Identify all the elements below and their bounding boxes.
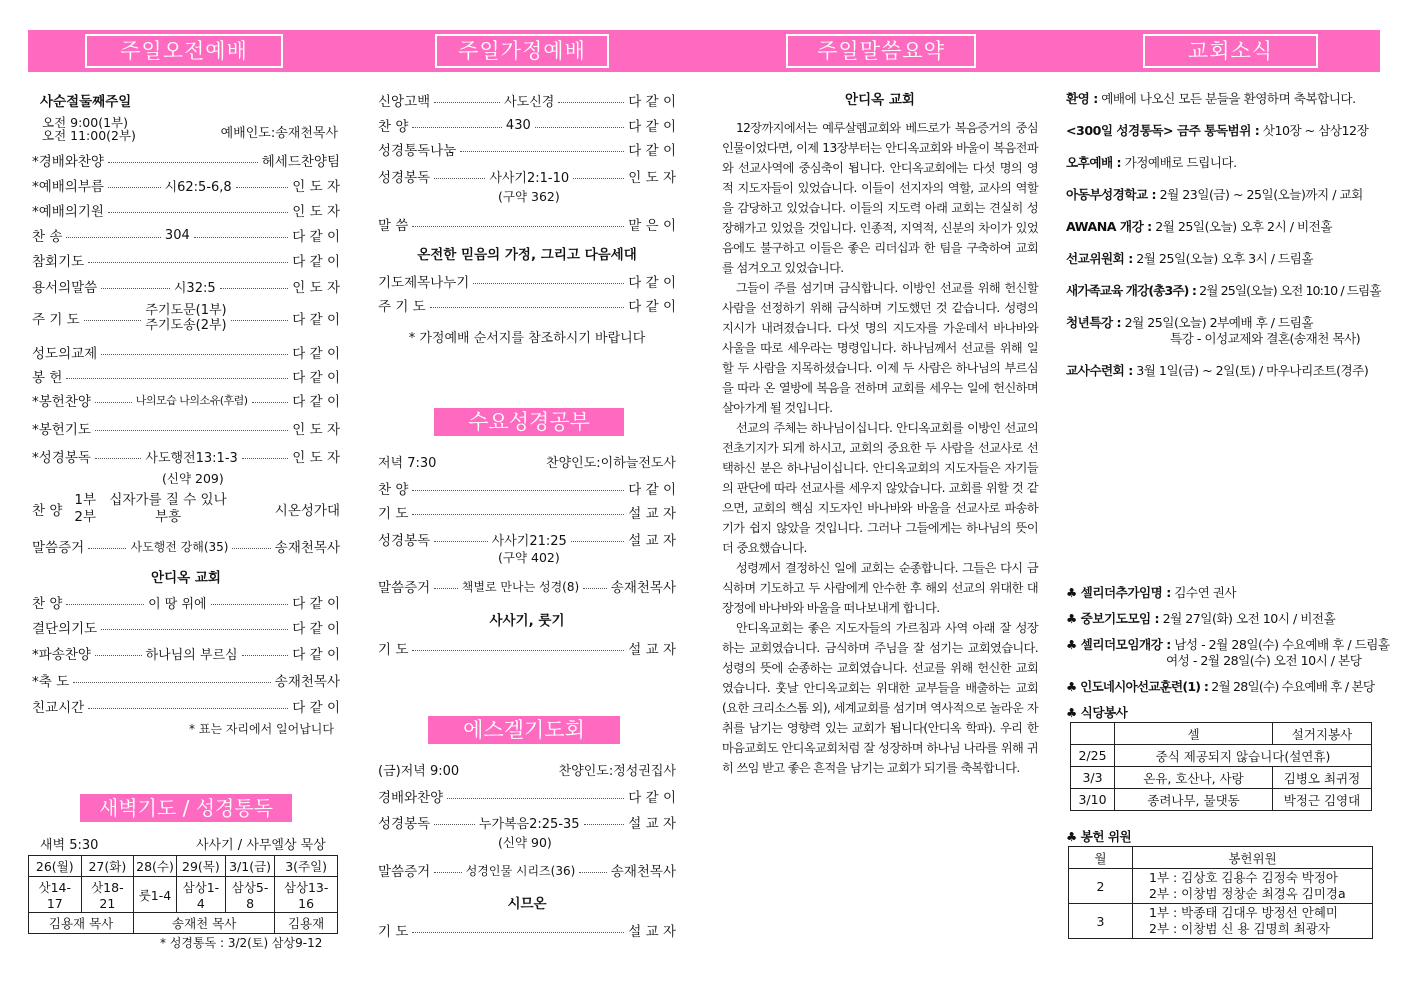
order-row [32, 390, 340, 410]
order-row [378, 812, 676, 832]
news-value: 예배에 나오신 모든 분들을 환영하며 축복합니다. [1097, 91, 1356, 106]
kitchen-title-text: ♣ 식당봉사 [1066, 705, 1128, 720]
order-row [32, 366, 340, 386]
order-value: 다 같 이 [628, 275, 676, 291]
sermon-paragraph: 안디옥교회는 좋은 지도자들의 가르침과 사역 아래 잘 성장하는 교회였습니다. 금식하며 주님을 잘 섬기는 교회였습니다. 성령의 뜻에 순종하는 교회였습니다. 선교를 위해 헌신한 교회였습니다. 훗날 안디옥교회는 위대한 교부들을 배출하는 교회(요한 크리소스톰 외), 세계교회를 섬기며 역사적으로 놀라운 자취를 남기는 영향력 있는 교회가 됩니다(안디옥 학파). 우리 한마음교회도 안디옥교회처럼 잘 성장하며 하나님 나라를 위해 귀히 쓰임 받고 좋은 흔적을 남기는 교회가 되기를 축복합니다. [722, 621, 1038, 775]
order-row [378, 529, 676, 549]
family-subtitle: 온전한 믿음의 가정, 그리고 다음세대 [417, 247, 637, 263]
wednesday-leader: 찬양인도:이하늘전도사 [546, 456, 676, 471]
news-value: 3월 1일(금) ~ 2일(토) / 마우나리조트(경주) [1132, 363, 1369, 378]
sermon-paragraph: 그들이 주를 섬기며 금식합니다. 이방인 선교를 위해 헌신할 사람을 선정하기 위해 금식하며 기도했던 것 같습니다. 성령의 지시가 내려졌습니다. 다섯 명의 지도자를 가운데서 바나바와 사울을 따로 세우라는 명령입니다. 하나님께서 선교를 위해 일할 두 사람을 지목하셨습니다. 이제 두 사람은 하나님의 부르심을 따라 온 열방에 복음을 전하며 교회를 세우는 일에 헌신하며 살아가게 될 것입니다. [722, 281, 1038, 415]
order-row [32, 592, 340, 612]
family-note: * 가정예배 순서지를 참조하시기 바랍니다 [408, 331, 646, 346]
table-cell: 3(주일) [275, 856, 338, 877]
news-value: 가정예배로 드립니다. [1121, 155, 1237, 170]
morning-note: * 표는 자리에서 일어납니다 [189, 722, 334, 736]
order-value: 송재천목사 [274, 674, 340, 690]
order-label: 결단의기도 [32, 621, 98, 637]
order-mid: 사사기2:1-10 [489, 170, 570, 186]
sermon-paragraph: 성령께서 결정하신 일에 교회는 순종합니다. 그들은 다시 금식하며 기도하고 두 사람에게 안수한 후 해외 선교의 위대한 대장정에 바나바와 바울을 떠나보내게 합니다. [722, 561, 1038, 615]
news-item [1066, 152, 1237, 171]
order-label: *축 도 [32, 674, 70, 690]
sermon-body [722, 118, 1038, 778]
order-mid: 사도행전13:1-3 [145, 450, 238, 466]
ezekiel-time: (금)저녁 9:00 [378, 764, 460, 779]
order-value: 송재천목사 [610, 864, 677, 880]
order-label: 성경통독나눔 [378, 143, 457, 159]
offering-line: 1부 : 박종태 김대우 방정선 안혜미 [1149, 905, 1339, 920]
order-row [32, 492, 340, 526]
cell-item [1066, 676, 1374, 695]
table-cell: 3/3 [1071, 767, 1115, 789]
cell-value: 2월 28일(수) 수요예배 후 / 본당 [1208, 679, 1375, 694]
order-mid: 사사기21:25 [491, 533, 567, 549]
order-label: 주 기 도 [32, 312, 80, 328]
dawn-text: 사사기 / 사무엘상 묵상 [196, 838, 326, 853]
order-value: 다 같 이 [628, 482, 676, 498]
order-value: 인 도 자 [292, 179, 340, 195]
order-label: *성경봉독 [32, 450, 91, 466]
order-label: 찬 양 [378, 119, 409, 135]
order-value: 다 같 이 [292, 229, 341, 245]
order-label: 기 도 [378, 924, 409, 940]
order-row [32, 302, 340, 334]
order-value: 다 같 이 [292, 346, 340, 362]
order-sub: (구약 362) [498, 189, 560, 204]
order-value: 송재천목사 [274, 540, 341, 556]
order-mid: 나의모습 나의소유(후렴) [135, 394, 248, 407]
order-label: *파송찬양 [32, 647, 91, 663]
table-cell: 중식 제공되지 않습니다(설연휴) [1115, 745, 1372, 767]
order-mid: 사도신경 [504, 94, 555, 110]
order-label: 주 기 도 [378, 299, 426, 315]
part-label: 1부 [74, 492, 97, 508]
news-key: AWANA 개강 : [1066, 219, 1152, 234]
order-row [32, 150, 340, 170]
table-cell: 월 [1069, 847, 1133, 869]
table-cell: 27(화) [81, 856, 134, 877]
news-key: 교사수련회 : [1066, 363, 1133, 378]
order-value: 설 교 자 [628, 642, 676, 658]
time-second: 오전 11:00(2부) [42, 128, 136, 143]
table-row [1069, 847, 1373, 869]
order-row [32, 276, 340, 296]
news-item-continued: 특강 - 이성교제와 결혼(송재천 목사) [1170, 331, 1361, 346]
morning-times [42, 116, 136, 142]
order-row [32, 696, 340, 716]
table-row [1069, 869, 1373, 904]
cell-value: 김수연 권사 [1170, 585, 1237, 600]
table-cell: 설거지봉사 [1273, 723, 1372, 745]
order-value: 인 도 자 [292, 280, 341, 296]
order-label: 성경봉독 [378, 816, 431, 832]
table-cell: 3/1(금) [225, 856, 274, 877]
ezekiel-leader: 찬양인도:정성권집사 [558, 764, 676, 779]
order-label: *경배와찬양 [32, 154, 104, 170]
order-row [32, 250, 340, 270]
order-sub: (신약 209) [162, 471, 224, 486]
offering-title [1066, 826, 1131, 845]
dawn-note: * 성경통독 : 3/2(토) 삼상9-12 [160, 936, 323, 950]
table-cell: 삼상5-8 [225, 877, 274, 913]
order-row [32, 418, 340, 438]
order-row [32, 200, 340, 220]
cell-key: ♣ 셀리더모임개강 : [1066, 637, 1171, 652]
order-value: 설 교 자 [628, 924, 676, 940]
order-label: 신앙고백 [378, 94, 431, 110]
order-row [378, 90, 676, 110]
order-value: 다 같 이 [292, 394, 341, 410]
news-key: <300일 성경통독> 금주 통독범위 : [1066, 123, 1260, 138]
order-value: 설 교 자 [628, 533, 676, 549]
dawn-time: 새벽 5:30 [40, 838, 99, 853]
order-value: 다 같 이 [628, 790, 676, 806]
order-value: 다 같 이 [292, 254, 340, 270]
ezekiel-column [378, 760, 676, 940]
hymn-name: 십자가를 질 수 있나 [109, 492, 227, 508]
table-cell: 29(목) [176, 856, 225, 877]
kitchen-table [1070, 722, 1372, 811]
ezekiel-title: 에스겔기도회 [426, 714, 622, 746]
order-value: 다 같 이 [292, 312, 340, 328]
news-key: 청년특강 : [1066, 315, 1122, 330]
news-value: 2월 25일(오늘) 2부예배 후 / 드림홀 [1121, 315, 1314, 330]
table-row [1071, 789, 1372, 811]
table-row [1071, 767, 1372, 789]
order-row [32, 670, 340, 690]
order-label: *예배의부름 [32, 179, 104, 195]
order-label: 성경봉독 [378, 170, 431, 186]
order-row [378, 214, 676, 234]
order-mid: 하나님의 부르심 [145, 647, 238, 663]
cell-key: ♣ 셀리더추가임명 : [1066, 585, 1171, 600]
order-label: 성도의교제 [32, 346, 98, 362]
order-row [378, 115, 676, 135]
table-cell [1133, 904, 1373, 939]
cell-value: 2월 27일(화) 오전 10시 / 비전홀 [1159, 611, 1336, 626]
order-mid: 시32:5 [173, 280, 216, 296]
order-label: 용서의말씀 [32, 280, 98, 296]
order-value: 다 같 이 [292, 647, 340, 663]
order-value: 다 같 이 [292, 370, 340, 386]
order-value: 시온성가대 [274, 503, 340, 519]
table-cell: 3/10 [1071, 789, 1115, 811]
order-row [32, 536, 340, 556]
offering-title-text: ♣ 봉헌 위원 [1066, 829, 1132, 844]
wednesday-subtitle: 사사기, 룻기 [489, 613, 565, 629]
table-cell: 2/25 [1071, 745, 1115, 767]
part-label: 2부 [74, 509, 97, 525]
order-row [32, 342, 340, 362]
order-sub: (구약 402) [498, 550, 560, 565]
order-label: *봉헌찬양 [32, 394, 91, 410]
news-key: 새가족교육 개강(총3주) : [1066, 283, 1197, 298]
order-value: 다 같 이 [292, 596, 340, 612]
order-label: 경배와찬양 [378, 790, 444, 806]
table-cell: 26(월) [29, 856, 82, 877]
time-first: 오전 9:00(1부) [42, 115, 128, 130]
table-cell: 셀 [1115, 723, 1273, 745]
table-cell: 봉헌위원 [1133, 847, 1373, 869]
order-row [378, 786, 676, 806]
cell-item [1066, 608, 1335, 627]
header-family-worship: 주일가정예배 [435, 34, 609, 68]
news-item [1066, 248, 1313, 267]
table-cell: 온유, 호산나, 사랑 [1115, 767, 1273, 789]
order-label: *봉헌기도 [32, 422, 91, 438]
news-item [1066, 88, 1356, 107]
ezekiel-subtitle: 시므온 [507, 896, 547, 912]
wednesday-time: 저녁 7:30 [378, 456, 437, 471]
news-value: 2월 25일(오늘) 오후 3시 / 드림홀 [1132, 251, 1314, 266]
morning-worship-column [32, 80, 340, 960]
morning-subtitle: 안디옥 교회 [151, 570, 221, 586]
table-cell: 삼상13-16 [275, 877, 338, 913]
order-value: 인 도 자 [628, 170, 677, 186]
table-cell: 송재천 목사 [134, 913, 275, 934]
order-mid: 시62:5-6,8 [164, 179, 232, 195]
sermon-title: 안디옥 교회 [845, 92, 915, 108]
news-value: 삿10장 ~ 삼상12장 [1259, 123, 1369, 138]
table-cell: 김용재 목사 [29, 913, 134, 934]
order-row [378, 139, 676, 159]
news-value: 2월 23일(금) ~ 25일(오늘)까지 / 교회 [1156, 187, 1363, 202]
order-label: 말 씀 [378, 218, 409, 234]
news-key: 환영 : [1066, 91, 1098, 106]
table-cell: 삿14-17 [29, 877, 82, 913]
cell-item [1066, 582, 1236, 601]
wednesday-column [378, 452, 676, 662]
morning-title: 사순절둘째주일 [40, 94, 132, 110]
order-label: 성경봉독 [378, 533, 431, 549]
news-item [1066, 184, 1363, 203]
sermon-paragraph: 12장까지에서는 예루살렘교회와 베드로가 복음증거의 중심인물이었다면, 이제 13장부터는 안디옥교회와 바울이 복음전파와 선교사역에 중심축이 됩니다. 안디옥교회에는 다섯 명의 영적 지도자들이 있었습니다. 이들이 선지자의 역할, 교사의 역할을 감당하고 있었습니다. 이들의 지도력 아래 교회는 견실히 성장해가고 있었을 것입니다. 인종적, 지역적, 신분의 차이가 있었음에도 불구하고 이들은 좋은 리더십과 한 팀을 구축하여 교회를 섬겨오고 있었습니다. [722, 121, 1038, 275]
header-church-news: 교회소식 [1143, 34, 1318, 68]
order-value: 다 같 이 [628, 119, 677, 135]
kitchen-title [1066, 702, 1127, 721]
order-row [32, 617, 340, 637]
morning-leader: 예배인도:송재천목사 [220, 126, 338, 141]
order-value: 설 교 자 [628, 816, 676, 832]
order-label: *예배의기원 [32, 204, 104, 220]
order-row [378, 502, 676, 522]
cell-key: ♣ 중보기도모임 : [1066, 611, 1160, 626]
order-mid: 이 땅 위에 [148, 596, 207, 612]
table-cell: 김용재 [275, 913, 338, 934]
order-value: 맡 은 이 [628, 218, 676, 234]
order-value: 인 도 자 [292, 422, 340, 438]
order-row [378, 860, 676, 880]
order-row [32, 175, 340, 195]
news-value: 2월 25일(오늘) 오전 10:10 / 드림홀 [1196, 283, 1381, 298]
order-mid: 사도행전 강해(35) [130, 539, 229, 554]
news-value: 2월 25일(오늘) 오후 2시 / 비전홀 [1151, 219, 1332, 234]
order-label: 친교시간 [32, 700, 85, 716]
order-mid: 누가복음2:25-35 [478, 816, 580, 832]
table-row [1071, 745, 1372, 767]
order-value: 송재천목사 [610, 580, 677, 596]
offering-line: 2부 : 이창범 신 용 김명희 최광자 [1149, 921, 1330, 936]
table-cell: 김병오 최귀정 [1273, 767, 1372, 789]
news-item [1066, 360, 1368, 379]
order-row [32, 643, 340, 663]
news-item [1066, 280, 1381, 299]
header-morning-worship: 주일오전예배 [85, 34, 283, 68]
order-row [32, 225, 340, 245]
table-row [1071, 723, 1372, 745]
order-label: 찬 양 [32, 596, 63, 612]
order-label: 기 도 [378, 642, 409, 658]
order-value: 인 도 자 [292, 450, 340, 466]
order-row [378, 295, 676, 315]
order-value: 헤세드찬양팀 [261, 154, 340, 170]
offering-line: 1부 : 김상호 김용수 김정숙 박정아 [1149, 870, 1339, 885]
offering-line: 2부 : 이창범 정창순 최경옥 김미경a [1149, 886, 1346, 901]
table-cell: 삿18-21 [81, 877, 134, 913]
header-sermon-summary: 주일말씀요약 [786, 34, 976, 68]
order-label: 찬 양 [378, 482, 409, 498]
cell-item-continued: 여성 - 2월 28일(수) 오전 10시 / 본당 [1166, 653, 1362, 668]
table-cell [1071, 723, 1115, 745]
order-value: 다 같 이 [292, 621, 340, 637]
order-label: 봉 헌 [32, 370, 63, 386]
order-value: 다 같 이 [628, 94, 676, 110]
order-label: 말씀증거 [378, 580, 431, 596]
order-label: 찬 송 [32, 229, 63, 245]
order-value: 설 교 자 [628, 506, 676, 522]
table-cell: 종려나무, 물댓동 [1115, 789, 1273, 811]
news-key: 오후예배 : [1066, 155, 1122, 170]
offering-table [1068, 846, 1373, 939]
order-row [378, 166, 676, 186]
hymn-name: 부흥 [154, 509, 182, 525]
hymn-names [108, 492, 228, 526]
table-row [29, 856, 338, 877]
order-mid [145, 303, 226, 333]
table-cell: 룻1-4 [134, 877, 177, 913]
order-label: 말씀증거 [378, 864, 431, 880]
news-key: 아동부성경학교 : [1066, 187, 1157, 202]
table-cell: 삼상1-4 [176, 877, 225, 913]
news-key: 선교위원회 : [1066, 251, 1133, 266]
order-label: 참회기도 [32, 254, 85, 270]
order-value: 다 같 이 [628, 299, 676, 315]
part-labels [74, 492, 96, 526]
dawn-table [28, 855, 338, 934]
order-row [378, 271, 676, 291]
order-row [378, 478, 676, 498]
news-item [1066, 120, 1368, 139]
order-value: 다 같 이 [292, 700, 340, 716]
dawn-title: 새벽기도 / 성경통독 [78, 792, 294, 824]
order-row [32, 446, 340, 466]
table-cell: 박정근 김영대 [1273, 789, 1372, 811]
order-label: 기 도 [378, 506, 409, 522]
order-row [378, 638, 676, 658]
table-cell [1133, 869, 1373, 904]
table-cell: 3 [1069, 904, 1133, 939]
order-value: 다 같 이 [628, 143, 676, 159]
table-cell: 28(수) [134, 856, 177, 877]
wednesday-title: 수요성경공부 [432, 406, 626, 438]
order-label: 찬 양 [32, 503, 63, 519]
order-row [378, 920, 676, 940]
order-value: 인 도 자 [292, 204, 340, 220]
order-sub: (신약 90) [498, 835, 552, 850]
mid-line: 주기도문(1부) [145, 303, 227, 318]
news-item [1066, 216, 1332, 235]
order-row [378, 576, 676, 596]
order-mid: 성경인물 시리즈(36) [465, 863, 576, 878]
cell-key: ♣ 인도네시아선교훈련(1) : [1066, 679, 1209, 694]
table-row [29, 913, 338, 934]
order-label: 말씀증거 [32, 540, 85, 556]
table-cell: 2 [1069, 869, 1133, 904]
table-row [29, 877, 338, 913]
order-mid: 304 [164, 227, 190, 243]
sermon-paragraph: 선교의 주체는 하나님이십니다. 안디옥교회를 이방인 선교의 전초기지가 되게 하시고, 교회의 중요한 두 사람을 선교사로 선택하신 분은 하나님이십니다. 안디옥교회의 지도자들은 자기들의 판단에 따라 선교사를 세우지 않았습니다. 교회를 위할 것 같으면, 교회의 핵심 지도자인 바나바와 바울을 선교사로 파송하기가 쉽지 않았을 것입니다. 그러나 그들에게는 하나님의 뜻이 더 중요했습니다. [722, 421, 1038, 555]
mid-line: 주기도송(2부) [145, 318, 227, 333]
table-row [1069, 904, 1373, 939]
order-mid: 책별로 만나는 성경(8) [461, 579, 580, 594]
order-label: 기도제목나누기 [378, 275, 470, 291]
cell-value: 남성 - 2월 28일(수) 수요예배 후 / 드림홀 [1170, 637, 1390, 652]
order-mid: 430 [505, 117, 531, 133]
